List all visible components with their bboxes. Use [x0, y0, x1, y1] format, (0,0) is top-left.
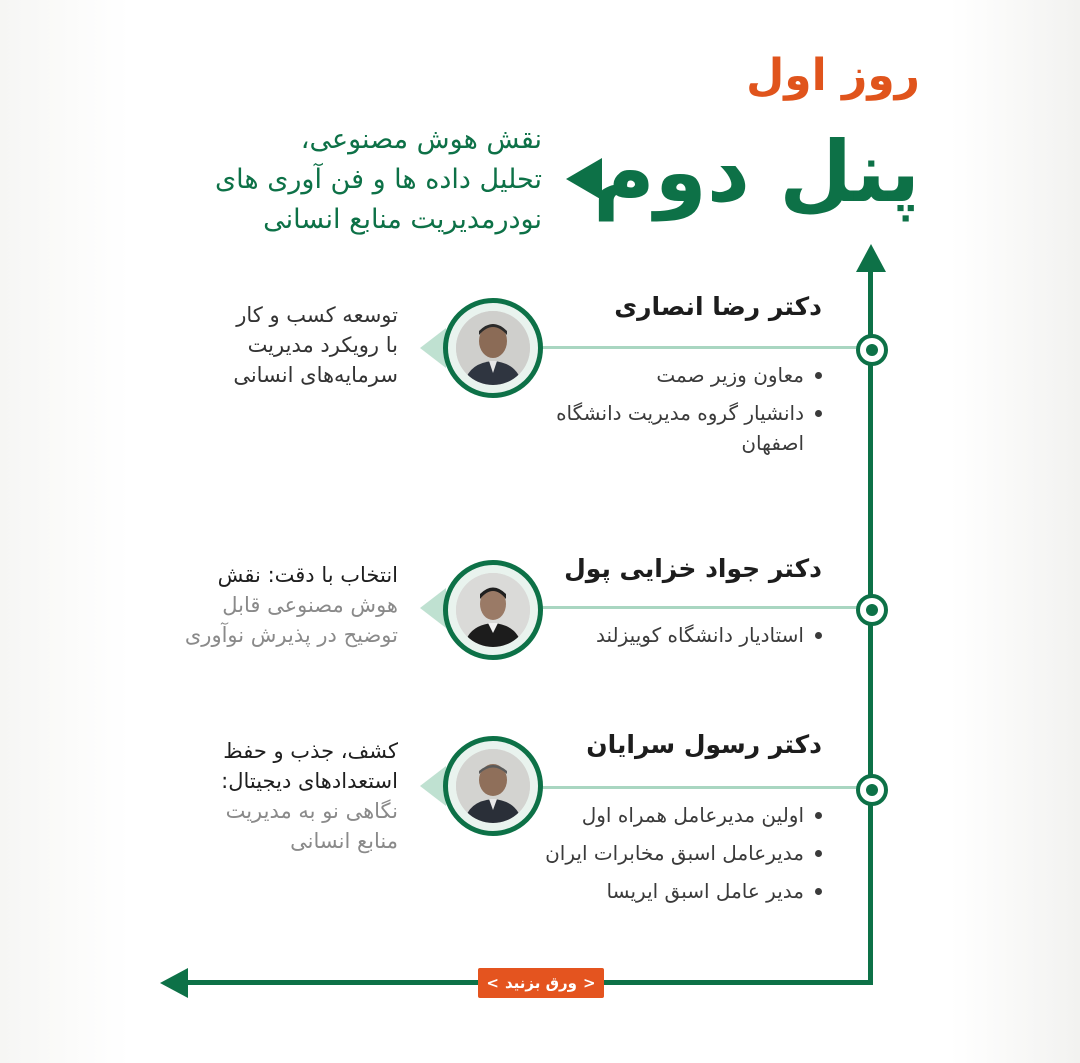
arrow-left-icon: [566, 158, 602, 200]
bullet-item: مدیر عامل اسبق ایریسا: [522, 876, 822, 906]
day-title: روز اول: [746, 50, 920, 101]
speaker-photo: [456, 311, 530, 385]
panel-title: پنل دوم: [593, 123, 920, 221]
speaker-name: دکتر رضا انصاری: [614, 292, 822, 321]
chevron-right-icon: >: [582, 974, 596, 992]
bullet-item: استادیار دانشگاه کوییزلند: [522, 620, 822, 650]
timeline-node-icon: [856, 334, 888, 366]
arrow-left-icon: [160, 968, 188, 998]
bullet-item: مدیرعامل اسبق مخابرات ایران: [522, 838, 822, 868]
subtitle-line: تحلیل داده ها و فن آوری های: [215, 164, 542, 195]
talk-line: توسعه کسب و کار: [236, 303, 398, 327]
timeline-node-icon: [856, 774, 888, 806]
bullet-item: معاون وزیر صمت: [522, 360, 822, 390]
speaker-name: دکتر رسول سرایان: [586, 730, 822, 759]
talk-title: [138, 560, 398, 650]
talk-line: سرمایه‌های انسانی: [233, 363, 398, 387]
talk-title: [138, 300, 398, 390]
timeline-node-icon: [856, 594, 888, 626]
subtitle-line: نقش هوش مصنوعی،: [300, 124, 542, 155]
connector-line: [540, 606, 858, 609]
talk-line: هوش مصنوعی قابل: [222, 593, 398, 617]
speaker-photo: [456, 749, 530, 823]
bullet-item: اولین مدیرعامل همراه اول: [522, 800, 822, 830]
talk-line: استعدادهای دیجیتال:: [221, 769, 398, 793]
swipe-button[interactable]: [478, 968, 604, 998]
talk-line: انتخاب با دقت: نقش: [217, 563, 398, 587]
speaker-photo: [456, 573, 530, 647]
talk-line: منابع انسانی: [290, 829, 398, 853]
connector-line: [540, 346, 858, 349]
panel-subtitle: [142, 120, 542, 240]
subtitle-line: نودرمدیریت منابع انسانی: [263, 204, 542, 235]
chevron-left-icon: <: [486, 974, 499, 992]
speaker-bullets: [522, 800, 822, 914]
swipe-label: ورق بزنید: [505, 974, 577, 992]
bullet-item: دانشیار گروه مدیریت دانشگاه اصفهان: [522, 398, 822, 458]
connector-line: [540, 786, 858, 789]
talk-line: کشف، جذب و حفظ: [223, 739, 398, 763]
talk-title: [138, 736, 398, 856]
speaker-bullets: [522, 620, 822, 658]
talk-line: با رویکرد مدیریت: [247, 333, 398, 357]
speaker-bullets: [522, 360, 822, 466]
speaker-name: دکتر جواد خزایی پول: [564, 554, 822, 583]
talk-line: توضیح در پذیرش نوآوری: [184, 623, 398, 647]
talk-line: نگاهی نو به مدیریت: [225, 799, 398, 823]
